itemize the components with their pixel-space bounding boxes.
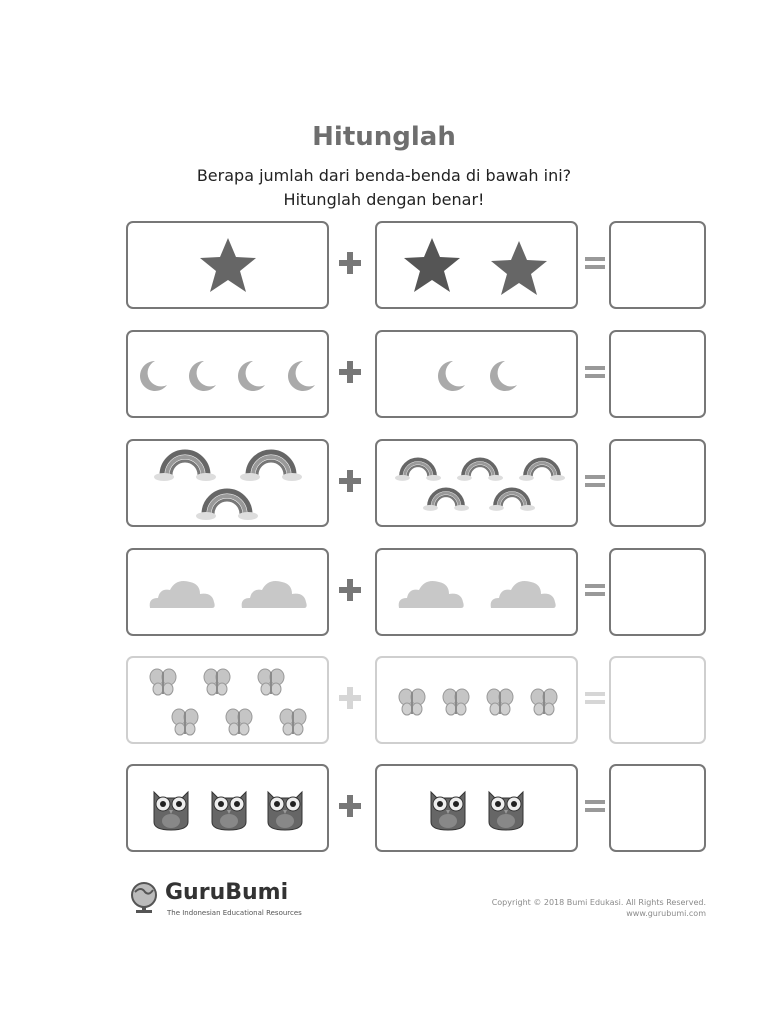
right-object-box (375, 330, 578, 418)
butterfly-icon (202, 667, 232, 701)
moon-icon (283, 359, 317, 397)
moon-icon (135, 359, 169, 397)
butterfly-icon (256, 667, 286, 701)
equals-icon (581, 575, 611, 605)
plus-icon (335, 791, 365, 821)
owl-icon (150, 786, 192, 836)
rainbow-icon (519, 457, 565, 485)
problem-row-moons (0, 330, 768, 422)
plus-icon (335, 575, 365, 605)
cloud-icon (146, 578, 218, 614)
plus-icon (335, 357, 365, 387)
instruction-line-1: Berapa jumlah dari benda-benda di bawah ini? (196, 166, 572, 185)
left-object-box (126, 764, 329, 852)
cloud-icon (238, 578, 310, 614)
moon-icon (184, 359, 218, 397)
problem-row-butterflies (0, 656, 768, 748)
problem-row-stars (0, 221, 768, 313)
right-object-box (375, 764, 578, 852)
left-object-box (126, 656, 329, 744)
cloud-icon (487, 578, 559, 614)
moon-icon (433, 359, 467, 397)
brand-tagline: The Indonesian Educational Resources (167, 909, 302, 917)
plus-icon (335, 248, 365, 278)
right-object-box (375, 439, 578, 527)
star-icon (198, 236, 258, 298)
left-object-box (126, 548, 329, 636)
answer-box[interactable] (609, 439, 706, 527)
equals-icon (581, 357, 611, 387)
moon-icon (233, 359, 267, 397)
right-object-box (375, 656, 578, 744)
problem-row-owls (0, 764, 768, 856)
owl-icon (264, 786, 306, 836)
copyright-block (492, 897, 706, 919)
problem-row-rainbows (0, 439, 768, 531)
left-object-box (126, 221, 329, 309)
gurubumi-logo (127, 878, 347, 922)
plus-icon (335, 683, 365, 713)
equals-icon (581, 466, 611, 496)
rainbow-icon (489, 487, 535, 515)
star-icon (402, 236, 462, 298)
copyright-text: Copyright © 2018 Bumi Edukasi. All Rights Reserved. (491, 898, 706, 907)
butterfly-icon (441, 687, 471, 721)
answer-box[interactable] (609, 221, 706, 309)
right-object-box (375, 548, 578, 636)
equals-icon (581, 791, 611, 821)
answer-box[interactable] (609, 656, 706, 744)
butterfly-icon (397, 687, 427, 721)
star-icon (489, 239, 549, 301)
page-title: Hitunglah (312, 122, 456, 152)
rainbow-icon (196, 488, 258, 524)
rainbow-icon (395, 457, 441, 485)
answer-box[interactable] (609, 548, 706, 636)
left-object-box (126, 330, 329, 418)
left-object-box (126, 439, 329, 527)
moon-icon (485, 359, 519, 397)
butterfly-icon (170, 707, 200, 741)
rainbow-icon (240, 449, 302, 485)
answer-box[interactable] (609, 764, 706, 852)
website-link[interactable]: www.gurubumi.com (626, 909, 706, 918)
butterfly-icon (529, 687, 559, 721)
butterfly-icon (148, 667, 178, 701)
owl-icon (427, 786, 469, 836)
equals-icon (581, 248, 611, 278)
owl-icon (208, 786, 250, 836)
butterfly-icon (278, 707, 308, 741)
rainbow-icon (423, 487, 469, 515)
instruction-line-2: Hitunglah dengan benar! (283, 190, 485, 209)
owl-icon (485, 786, 527, 836)
butterfly-icon (485, 687, 515, 721)
right-object-box (375, 221, 578, 309)
butterfly-icon (224, 707, 254, 741)
problem-row-clouds (0, 548, 768, 640)
brand-name: GuruBumi (165, 880, 289, 905)
answer-box[interactable] (609, 330, 706, 418)
cloud-icon (395, 578, 467, 614)
rainbow-icon (457, 457, 503, 485)
rainbow-icon (154, 449, 216, 485)
plus-icon (335, 466, 365, 496)
equals-icon (581, 683, 611, 713)
globe-icon (127, 880, 161, 918)
